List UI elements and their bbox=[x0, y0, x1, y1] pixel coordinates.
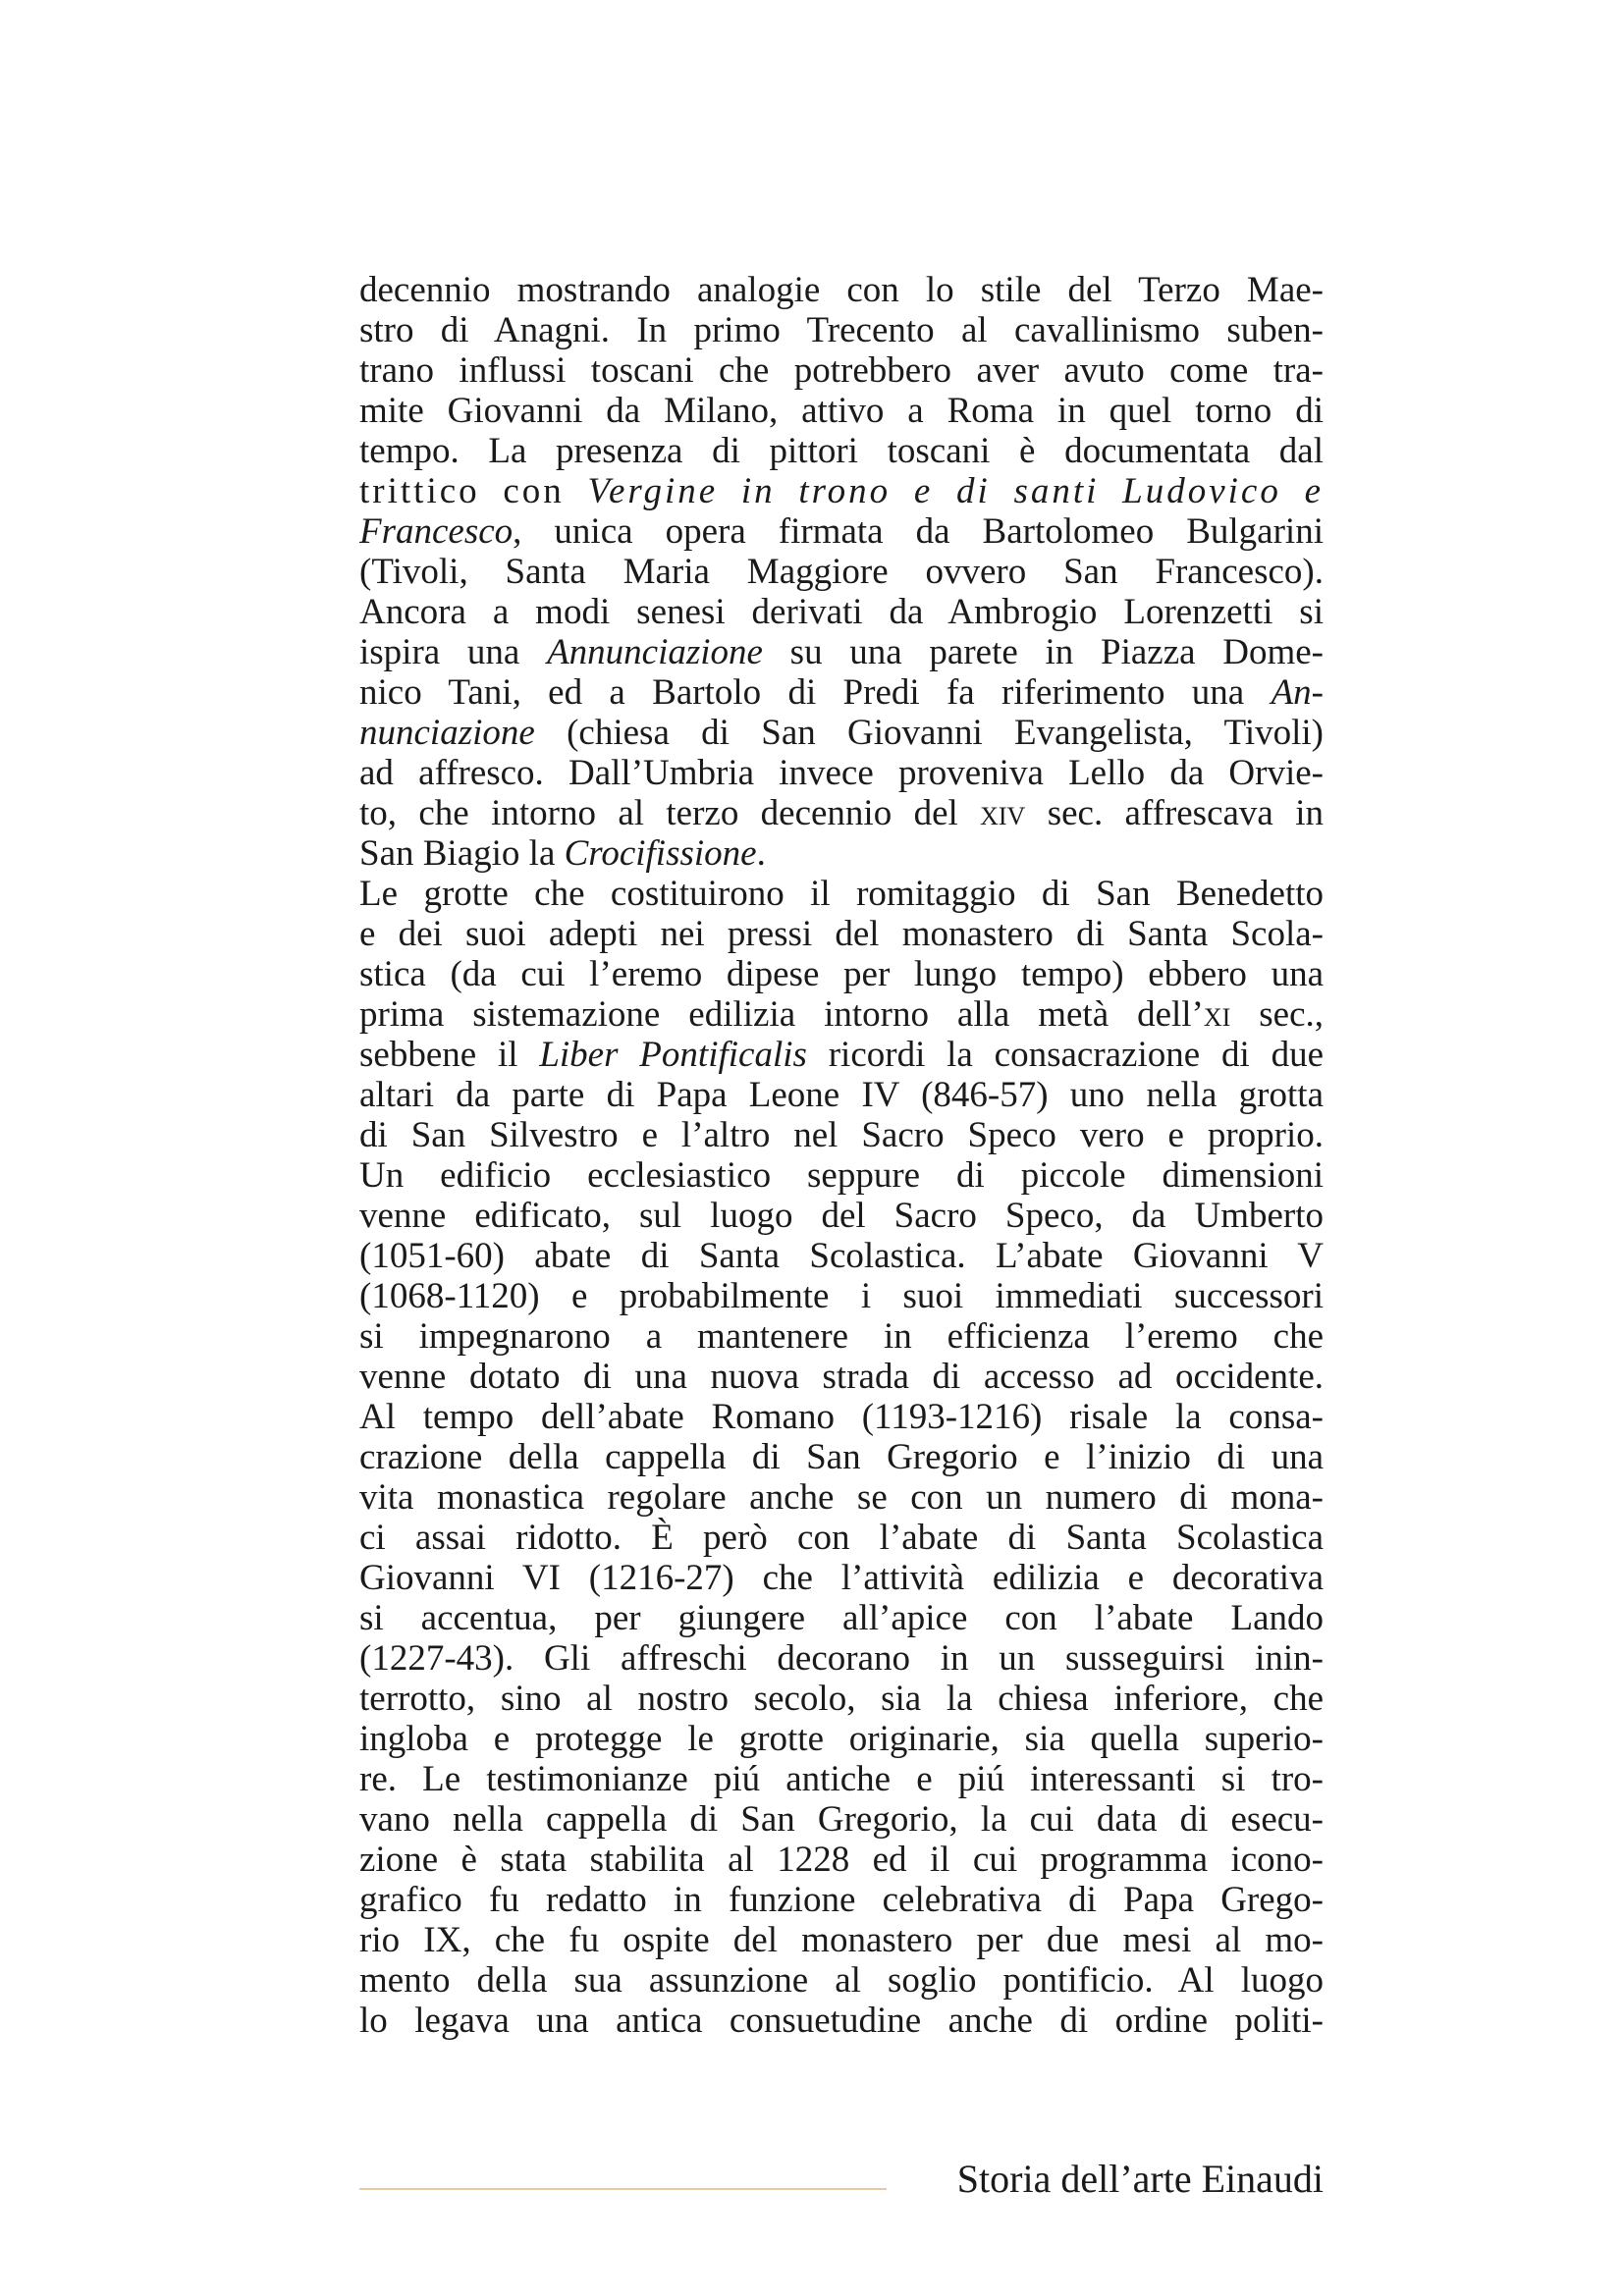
text-line: stro di Anagni. In primo Trecento al cavallinismo suben- bbox=[359, 310, 1324, 350]
text-line: si accentua, per giungere all’apice con l’abate Lando bbox=[359, 1598, 1324, 1638]
text-line: nico Tani, ed a Bartolo di Predi fa riferimento una An- bbox=[359, 672, 1324, 713]
text-line: mento della sua assunzione al soglio pontificio. Al luogo bbox=[359, 1960, 1324, 2001]
artwork-title: Crocifissione bbox=[564, 833, 757, 874]
text-line: mite Giovanni da Milano, attivo a Roma in quel torno di bbox=[359, 391, 1324, 431]
text-line: terrotto, sino al nostro secolo, sia la chiesa inferiore, che bbox=[359, 1679, 1324, 1719]
text-line: Un edificio ecclesiastico seppure di piccole dimensioni bbox=[359, 1155, 1324, 1196]
text-line: San Biagio la Crocifissione. bbox=[359, 833, 766, 874]
artwork-title: Vergine in trono e di santi Ludovico e bbox=[587, 471, 1324, 511]
century-numeral: xiv bbox=[980, 793, 1026, 833]
text-line: Le grotte che costituirono il romitaggio di San Benedetto bbox=[359, 874, 1324, 914]
artwork-title: Francesco bbox=[359, 511, 514, 552]
footer-title: Storia dell’arte Einaudi bbox=[956, 2157, 1324, 2201]
text-line: ispira una Annunciazione su una parete in Piazza Dome- bbox=[359, 632, 1325, 672]
text-line: trittico con Vergine in trono e di santi Ludovico e bbox=[359, 471, 1324, 511]
text-line: vano nella cappella di San Gregorio, la cui data di esecu- bbox=[359, 1799, 1324, 1840]
artwork-title: An- bbox=[1271, 672, 1324, 713]
text-line: to, che intorno al terzo decennio del xiv sec. affrescava in bbox=[359, 793, 1324, 833]
artwork-title: nunciazione bbox=[359, 713, 535, 753]
text-line: grafico fu redatto in funzione celebrativa di Papa Grego- bbox=[359, 1880, 1324, 1920]
text-line: re. Le testimonianze piú antiche e piú interessanti si tro- bbox=[359, 1759, 1324, 1799]
text-line: Francesco, unica opera firmata da Bartolomeo Bulgarini bbox=[359, 511, 1324, 552]
text-line: (Tivoli, Santa Maria Maggiore ovvero San Francesco). bbox=[359, 552, 1324, 592]
text-line: nunciazione (chiesa di San Giovanni Evangelista, Tivoli) bbox=[359, 713, 1324, 753]
text-line: ci assai ridotto. È però con l’abate di Santa Scolastica bbox=[359, 1518, 1324, 1558]
text-line: (1068-1120) e probabilmente i suoi immediati successori bbox=[359, 1276, 1324, 1316]
text-line: zione è stata stabilita al 1228 ed il cui programma icono- bbox=[359, 1840, 1324, 1880]
text-line: venne edificato, sul luogo del Sacro Speco, da Umberto bbox=[359, 1196, 1324, 1236]
text-line: stica (da cui l’eremo dipese per lungo tempo) ebbero una bbox=[359, 954, 1324, 994]
footer-rule bbox=[359, 2188, 887, 2190]
text-line: trano influssi toscani che potrebbero aver avuto come tra- bbox=[359, 350, 1324, 391]
text-line: Giovanni VI (1216-27) che l’attività edilizia e decorativa bbox=[359, 1558, 1324, 1598]
text-line: Ancora a modi senesi derivati da Ambrogio Lorenzetti si bbox=[359, 592, 1324, 632]
century-numeral: xi bbox=[1203, 994, 1231, 1035]
text-line: sebbene il Liber Pontificalis ricordi la consacrazione di due bbox=[359, 1035, 1324, 1075]
text-line: decennio mostrando analogie con lo stile del Terzo Mae- bbox=[359, 270, 1324, 310]
text-line: (1051-60) abate di Santa Scolastica. L’abate Giovanni V bbox=[359, 1236, 1324, 1276]
text-line: rio IX, che fu ospite del monastero per due mesi al mo- bbox=[359, 1920, 1324, 1960]
text-line: crazione della cappella di San Gregorio e l’inizio di una bbox=[359, 1437, 1324, 1477]
artwork-title: Annunciazione bbox=[547, 632, 763, 672]
text-line: vita monastica regolare anche se con un numero di mona- bbox=[359, 1477, 1324, 1518]
text-line: Al tempo dell’abate Romano (1193-1216) risale la consa- bbox=[359, 1397, 1324, 1437]
text-line: altari da parte di Papa Leone IV (846-57) uno nella grotta bbox=[359, 1075, 1324, 1115]
text-line: si impegnarono a mantenere in efficienza l’eremo che bbox=[359, 1316, 1324, 1357]
text-line: ad affresco. Dall’Umbria invece proveniva Lello da Orvie- bbox=[359, 753, 1324, 793]
text-line: di San Silvestro e l’altro nel Sacro Speco vero e proprio. bbox=[359, 1115, 1324, 1155]
book-title: Liber Pontificalis bbox=[539, 1035, 807, 1075]
text-line: e dei suoi adepti nei pressi del monastero di Santa Scola- bbox=[359, 914, 1324, 954]
text-line: lo legava una antica consuetudine anche di ordine politi- bbox=[359, 2001, 1324, 2041]
text-line: (1227-43). Gli affreschi decorano in un susseguirsi inin- bbox=[359, 1638, 1324, 1679]
text-line: tempo. La presenza di pittori toscani è documentata dal bbox=[359, 431, 1324, 471]
text-line: prima sistemazione edilizia intorno alla metà dell’xi sec., bbox=[359, 994, 1324, 1035]
body-text bbox=[359, 270, 1324, 2041]
text-line: ingloba e protegge le grotte originarie, sia quella superio- bbox=[359, 1719, 1324, 1759]
text-line: venne dotato di una nuova strada di accesso ad occidente. bbox=[359, 1357, 1324, 1397]
